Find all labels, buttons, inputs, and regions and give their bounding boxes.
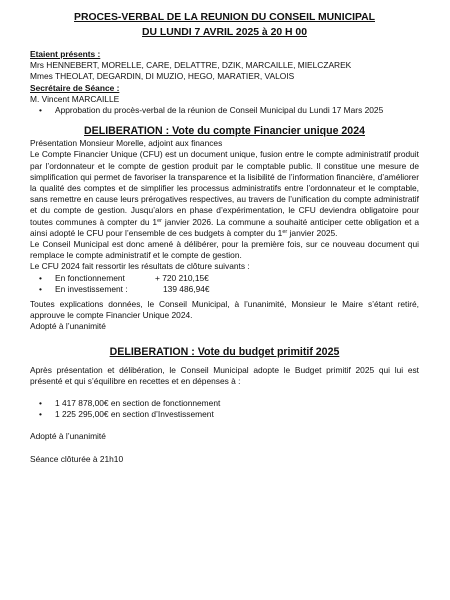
bullet-icon: • bbox=[39, 105, 42, 116]
attendance-men: Mrs HENNEBERT, MORELLE, CARE, DELATTRE, DZIK, MARCAILLE, MIELCZAREK bbox=[30, 60, 352, 71]
deliberation1-vote: Adopté à l’unanimité bbox=[30, 321, 106, 332]
deliberation1-conclusion: Toutes explications données, le Conseil Municipal, à l’unanimité, Monsieur le Maire s’étant retiré, approuve le compte Financier Unique 2024. bbox=[30, 299, 419, 321]
result-item-investissement bbox=[30, 284, 419, 295]
budget-item-text: 1 417 878,00€ en section de fonctionnement bbox=[55, 398, 221, 409]
result-label: En investissement : bbox=[55, 283, 128, 294]
secretary-name: M. Vincent MARCAILLE bbox=[30, 93, 120, 104]
deliberation1-title: DELIBERATION : Vote du compte Financier unique 2024 bbox=[84, 125, 365, 138]
bullet-icon: • bbox=[39, 409, 42, 420]
approval-item bbox=[30, 105, 419, 116]
results-intro: Le CFU 2024 fait ressortir les résultats de clôture suivants : bbox=[30, 261, 250, 272]
secretary-label: Secrétaire de Séance : bbox=[30, 82, 120, 93]
result-item-fonctionnement bbox=[30, 273, 419, 284]
deliberation1-body bbox=[30, 138, 419, 332]
closing-statement: Séance clôturée à 21h10 bbox=[30, 453, 124, 464]
results-list bbox=[30, 273, 419, 295]
result-value: 139 486,94€ bbox=[163, 283, 210, 294]
deliberation1-paragraph2: Le Conseil Municipal est donc amené à délibérer, pour la première fois, sur ce nouveau document qui remplace le compte administratif et le compte de gestion. bbox=[30, 239, 419, 261]
budget-item-investissement bbox=[30, 409, 419, 420]
result-label: En fonctionnement bbox=[55, 272, 125, 283]
deliberation2-intro: Après présentation et délibération, le Conseil Municipal adopte le Budget primitif 2025 qui lui est présenté et qui s’équilibre en recettes et en dépenses à : bbox=[30, 364, 419, 386]
bullet-icon: • bbox=[39, 398, 42, 409]
approval-text: Approbation du procès-verbal de la réunion de Conseil Municipal du Lundi 17 Mars 2025 bbox=[55, 105, 384, 116]
bullet-icon: • bbox=[39, 272, 42, 283]
result-value: + 720 210,15€ bbox=[155, 272, 209, 283]
attendance-label: Etaient présents : bbox=[30, 49, 101, 59]
budget-list bbox=[30, 398, 419, 420]
deliberation2-body bbox=[30, 359, 419, 465]
deliberation1-presenter: Présentation Monsieur Morelle, adjoint aux finances bbox=[30, 138, 223, 149]
document-title-line1: PROCES-VERBAL DE LA REUNION DU CONSEIL MUNICIPAL bbox=[74, 12, 375, 23]
attendance-women: Mmes THEOLAT, DEGARDIN, DI MUZIO, HEGO, MARATIER, VALOIS bbox=[30, 71, 295, 82]
document-title-line2: DU LUNDI 7 AVRIL 2025 à 20 H 00 bbox=[142, 27, 307, 38]
approval-list bbox=[30, 105, 419, 116]
deliberation1-paragraph1: Le Compte Financier Unique (CFU) est un document unique, fusion entre le compte administratif produit par l’ordonnateur et le compte de gestion produit par le comptable public. Il constitue une mesure de simplification qui permet de favoriser la transparence et la lisibilité de l’information financière, d’améliorer la qualité des comptes et de simplifier les processus administratifs entre l’ordonnateur et le comptable, sans remettre en cause leurs prérogatives respectives, au travers de l’unification du compte administratif et du compte de gestion. Jusqu’alors en phase d’expérimentation, le CFU deviendra obligatoire pour toutes communes à compter du 1er janvier 2026. La commune a souhaité anticiper cette obligation et a ainsi adopté le CFU pour l’ensemble de ces budgets à compter du 1er janvier 2025. bbox=[30, 149, 419, 238]
bullet-icon: • bbox=[39, 283, 42, 294]
attendance-section bbox=[30, 49, 419, 116]
deliberation2-title: DELIBERATION : Vote du budget primitif 2025 bbox=[109, 345, 340, 358]
budget-item-text: 1 225 295,00€ en section d’Investissement bbox=[55, 409, 214, 420]
deliberation2-vote: Adopté à l’unanimité bbox=[30, 431, 106, 442]
budget-item-fonctionnement bbox=[30, 398, 419, 409]
